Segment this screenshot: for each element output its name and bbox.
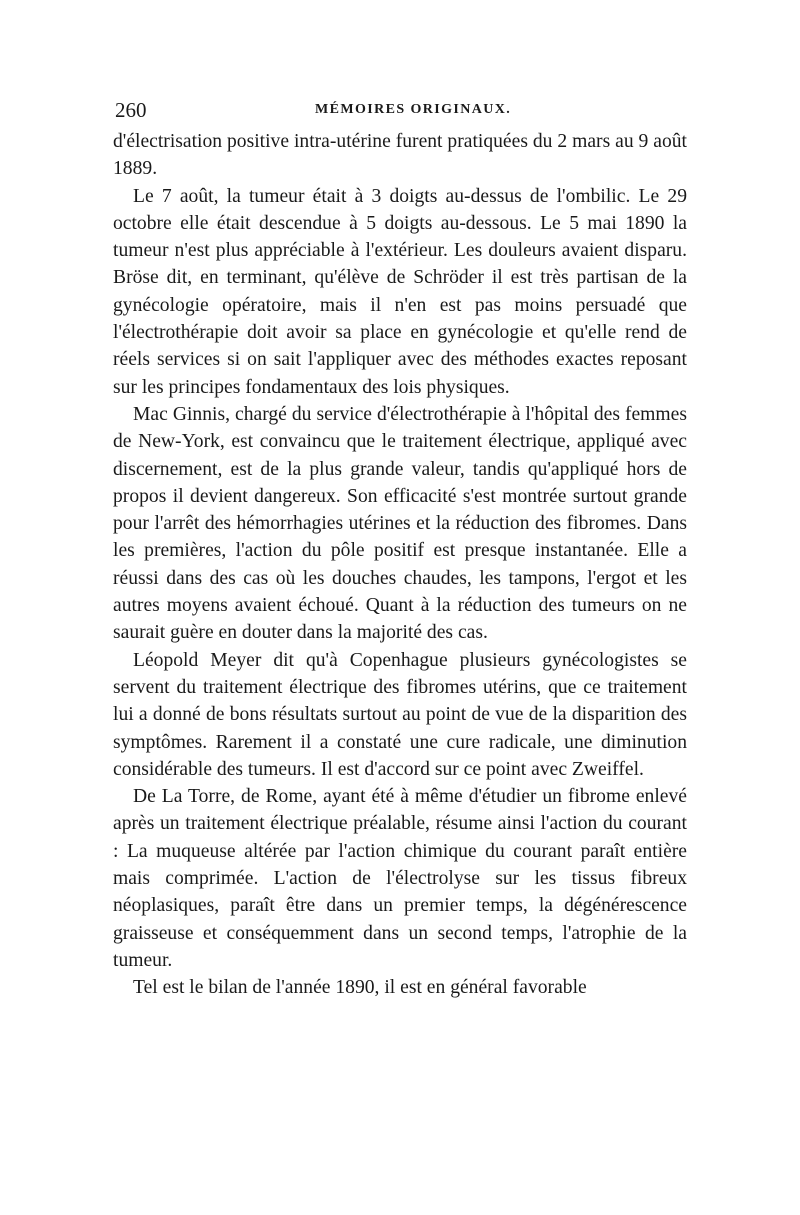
page-header [115, 98, 686, 124]
body-text [113, 128, 687, 1002]
paragraph-leopold-meyer: Léopold Meyer dit qu'à Copenhague plusieurs gynécologistes se servent du traitement électrique des fibromes utérins, que ce traitement lui a donné de bons résultats surtout au point de vue de la disparition des symptômes. Rarement il a constaté une cure radicale, une diminution considérable des tumeurs. Il est d'accord sur ce point avec Zweiffel. [113, 649, 687, 780]
paragraph-continuation: d'électrisation positive intra-utérine furent pratiquées du 2 mars au 9 août 1889. [113, 131, 687, 180]
running-head: MÉMOIRES ORIGINAUX. [315, 102, 512, 117]
paragraph-bilan: Tel est le bilan de l'année 1890, il est en général favorable [133, 977, 587, 999]
paragraph-mac-ginnis: Mac Ginnis, chargé du service d'électrothérapie à l'hôpital des femmes de New-York, est convaincu que le traitement électrique, appliqué avec discernement, est de la plus grande valeur, tandis qu'appliqué hors de propos il devient dangereux. Son efficacité s'est montrée surtout grande pour l'arrêt des hémorrhagies utérines et la réduction des fibromes. Dans les premières, l'action du pôle positif est presque instantanée. Elle a réussi dans des cas où les douches chaudes, les tampons, l'ergot et les autres moyens avaient échoué. Quant à la réduction des tumeurs on ne saurait guère en douter dans la majorité des cas. [113, 403, 687, 644]
paragraph-de-la-torre: De La Torre, de Rome, ayant été à même d'étudier un fibrome enlevé après un traitement électrique préalable, résume ainsi l'action du courant : La muqueuse altérée par l'action chimique du courant paraît entière mais comprimée. L'action de l'électrolyse sur les tissus fibreux néoplasiques, paraît être dans un premier temps, la dégénérescence graisseuse et conséquemment dans un second temps, l'atrophie de la tumeur. [113, 786, 687, 971]
paragraph-brose: Le 7 août, la tumeur était à 3 doigts au-dessus de l'ombilic. Le 29 octobre elle était descendue à 5 doigts au-dessous. Le 5 mai 1890 la tumeur n'est plus appréciable à l'extérieur. Les douleurs avaient disparu. Bröse dit, en terminant, qu'élève de Schröder il est très partisan de la gynécologie opératoire, mais il n'en est pas moins persuadé que l'électrothérapie doit avoir sa place en gynécologie et qu'elle rend de réels services si on sait l'appliquer avec des méthodes exactes reposant sur les principes fondamentaux des lois physiques. [113, 185, 687, 398]
page-number: 260 [115, 98, 147, 122]
